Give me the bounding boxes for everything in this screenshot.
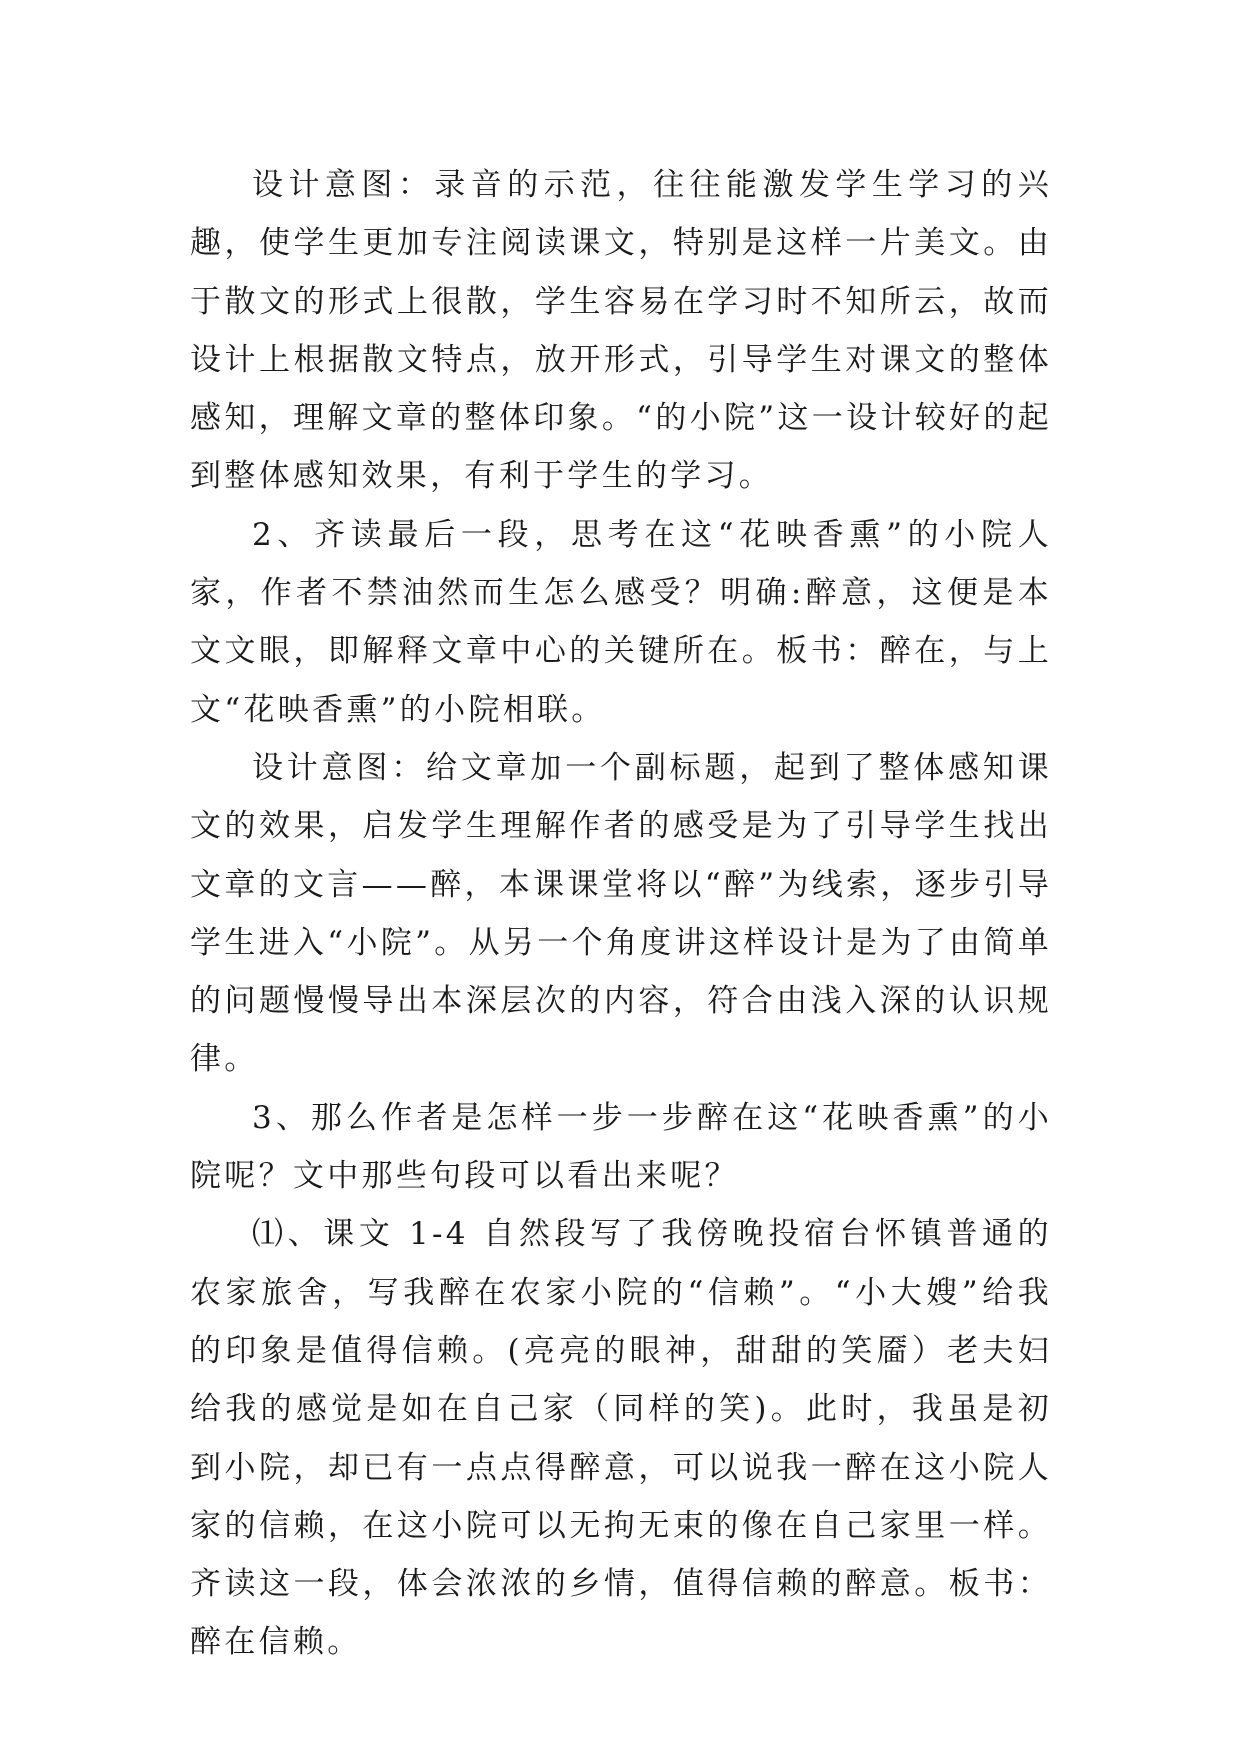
paragraph-step-3: 3、那么作者是怎样一步一步醉在这“花映香熏”的小院呢？文中那些句段可以看出来呢？ (190, 1099, 1052, 1195)
paragraph-step-3-1: ⑴、课文 1-4 自然段写了我傍晚投宿台怀镇普通的农家旅舍，写我醉在农家小院的“信赖”。“小大嫂”给我的印象是值得信赖。(亮亮的眼神，甜甜的笑靥）老夫妇给我的感觉是如在自己家（同样的笑)。此时，我虽是初到小院，却已有一点点得醉意，可以说我一醉在这小院人家的信赖，在这小院可以无拘无束的像在自己家里一样。齐读这一段，体会浓浓的乡情，值得信赖的醉意。板书：醉在信赖。 (190, 1216, 1052, 1661)
paragraph-step-2: 2、齐读最后一段，思考在这“花映香熏”的小院人家，作者不禁油然而生怎么感受？明确:醉意，这便是本文文眼，即解释文章中心的关键所在。板书：醉在，与上文“花映香熏”的小院相联。 (190, 516, 1052, 728)
document-page (190, 156, 1052, 1672)
paragraph-design-intent-2: 设计意图：给文章加一个副标题，起到了整体感知课文的效果，启发学生理解作者的感受是为了引导学生找出文章的文言——醉，本课课堂将以“醉”为线索，逐步引导学生进入“小院”。从另一个角度讲这样设计是为了由简单的问题慢慢导出本深层次的内容，符合由浅入深的认识规律。 (190, 749, 1052, 1078)
paragraph-design-intent-1: 设计意图：录音的示范，往往能激发学生学习的兴趣，使学生更加专注阅读课文，特别是这样一片美文。由于散文的形式上很散，学生容易在学习时不知所云，故而设计上根据散文特点，放开形式，引导学生对课文的整体感知，理解文章的整体印象。“的小院”这一设计较好的起到整体感知效果，有利于学生的学习。 (190, 167, 1052, 495)
